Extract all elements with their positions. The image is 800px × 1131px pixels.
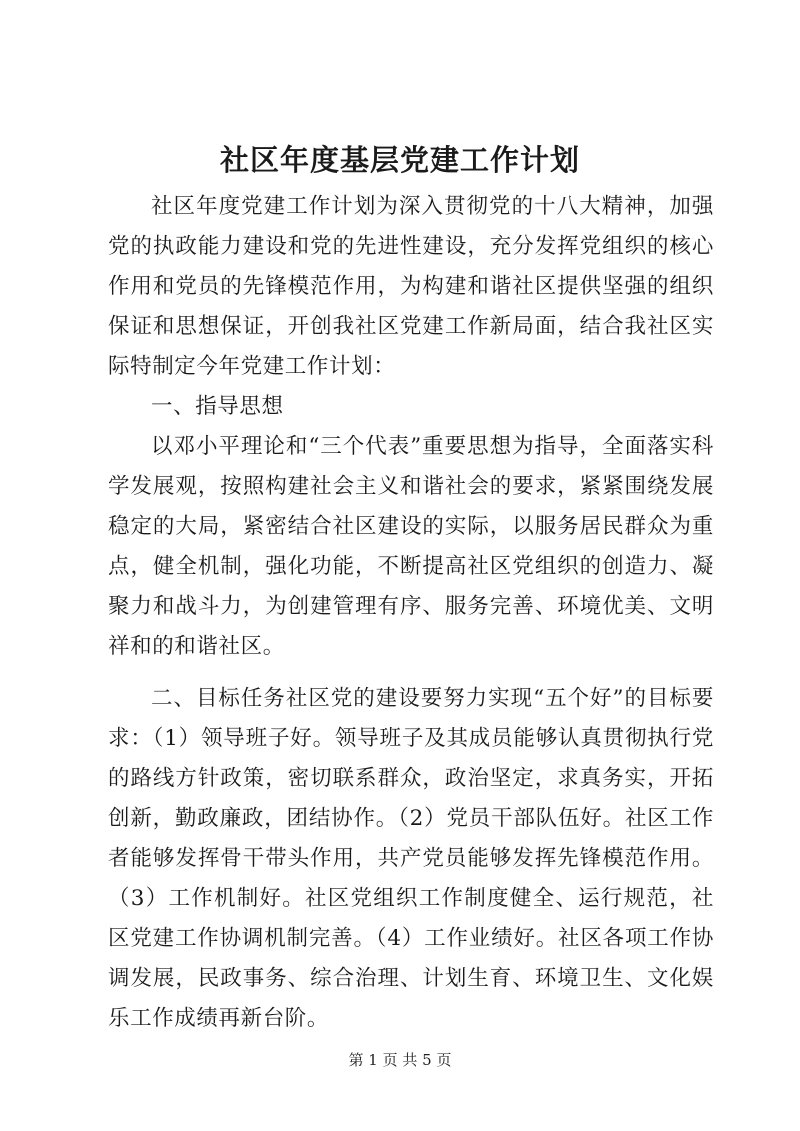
intro-paragraph: 社区年度党建工作计划为深入贯彻党的十八大精神，加强党的执政能力建设和党的先进性建设，充分发挥党组织的核心作用和党员的先锋模范作用，为构建和谐社区提供坚强的组织保证和思想保证，开创我社区党建工作新局面，结合我社区实际特制定今年党建工作计划：	[108, 194, 714, 379]
document-body	[108, 187, 714, 1039]
document-title: 社区年度基层党建工作计划	[219, 143, 580, 177]
goals-tasks-paragraph: 二、目标任务社区党的建设要努力实现“五个好”的目标要求：（1）领导班子好。领导班子及其成员能够认真贯彻执行党的路线方针政策，密切联系群众，政治坚定，求真务实，开拓创新，勤政廉政，团结协作。（2）党员干部队伍好。社区工作者能够发挥骨干带头作用，共产党员能够发挥先锋模范作用。（3）工作机制好。社区党组织工作制度健全、运行规范，社区党建工作协调机制完善。（4）工作业绩好。社区各项工作协调发展，民政事务、综合治理、计划生育、环境卫生、文化娱乐工作成绩再新台阶。	[108, 686, 714, 1031]
page-footer: 第 1 页 共 5 页	[348, 1051, 452, 1069]
section-heading-guiding-thought: 一、指导思想	[151, 394, 284, 419]
guiding-thought-paragraph: 以邓小平理论和“三个代表”重要思想为指导，全面落实科学发展观，按照构建社会主义和谐社会的要求，紧紧围绕发展稳定的大局，紧密结合社区建设的实际，以服务居民群众为重点，健全机制，强化功能，不断提高社区党组织的创造力、凝聚力和战斗力，为创建管理有序、服务完善、环境优美、文明祥和的和谐社区。	[108, 434, 714, 659]
